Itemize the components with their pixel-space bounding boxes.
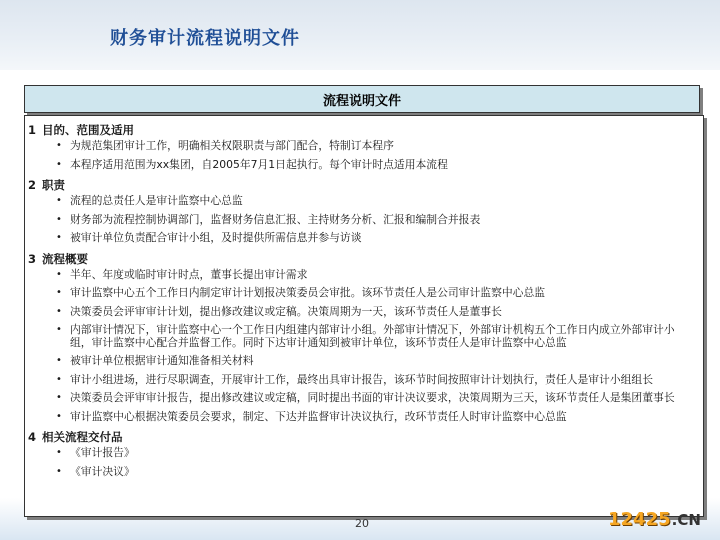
list-item <box>28 374 703 387</box>
section-title: 相关流程交付品 <box>42 430 123 444</box>
list-item-text: 半年、年度或临时审计时点，董事长提出审计需求 <box>70 267 308 281</box>
bullet-icon: • <box>56 140 62 151</box>
site-watermark-logo <box>608 509 712 531</box>
list-item <box>28 355 703 368</box>
list-item-text: 审计监察中心五个工作日内制定审计计划报决策委员会审批。该环节责任人是公司审计监察中心总监 <box>70 286 546 299</box>
document-header-title: 流程说明文件 <box>322 93 401 109</box>
list-item <box>28 214 703 227</box>
list-item-text: 本程序适用范围为xx集团，自2005年7月1日起执行。每个审计时点适用本流程 <box>70 157 448 171</box>
list-item-text: 决策委员会评审审计报告，提出修改建议或定稿，同时提出书面的审计决议要求，决策周期为三天，该环节责任人是集团董事长 <box>70 391 675 404</box>
watermark-suffix: .CN <box>671 511 701 529</box>
list-item-text: 《审计决议》 <box>70 464 135 478</box>
bullet-icon: • <box>56 373 62 385</box>
list-item <box>28 159 703 172</box>
section-number: 4 <box>28 430 37 444</box>
list-item <box>28 466 703 479</box>
list-item-text: 决策委员会评审审计计划，提出修改建议或定稿。决策周期为一天，该环节责任人是董事长 <box>70 304 502 318</box>
list-item-text: 《审计报告》 <box>70 446 135 459</box>
section-heading <box>28 251 703 267</box>
bullet-icon: • <box>56 213 62 225</box>
bullet-icon: • <box>56 324 62 335</box>
list-item <box>28 287 703 300</box>
content-list <box>25 116 703 478</box>
content-box <box>24 115 704 517</box>
list-item-text: 财务部为流程控制协调部门，监督财务信息汇报、主持财务分析、汇报和编制合并报表 <box>70 212 481 226</box>
bullet-icon: • <box>56 195 62 206</box>
list-item <box>28 306 703 319</box>
list-item-text: 被审计单位根据审计通知准备相关材料 <box>70 354 254 367</box>
section-heading <box>28 177 703 193</box>
section-number: 1 <box>28 123 37 137</box>
list-item <box>28 324 703 349</box>
bullet-icon: • <box>56 392 62 403</box>
watermark-main: 12425 <box>608 509 671 530</box>
bullet-icon: • <box>56 232 62 243</box>
list-item-text: 流程的总责任人是审计监察中心总监 <box>70 194 243 207</box>
section-number: 3 <box>28 251 37 266</box>
list-item-text: 为规范集团审计工作，明确相关权限职责与部门配合，特制订本程序 <box>70 139 394 152</box>
list-item <box>28 392 703 405</box>
document-header-box <box>24 85 700 113</box>
bullet-icon: • <box>56 268 62 280</box>
section-heading <box>28 429 703 445</box>
bullet-icon: • <box>56 158 62 170</box>
list-item <box>28 140 703 153</box>
section-title: 流程概要 <box>42 251 88 266</box>
bullet-icon: • <box>56 410 62 422</box>
list-item <box>28 269 703 282</box>
list-item <box>28 232 703 245</box>
list-item <box>28 411 703 424</box>
slide-title: 财务审计流程说明文件 <box>110 28 300 49</box>
bullet-icon: • <box>56 355 62 366</box>
section-heading <box>28 122 703 138</box>
title-band <box>0 0 720 70</box>
section-number: 2 <box>28 178 37 192</box>
list-item-text: 审计监察中心根据决策委员会要求，制定、下达并监督审计决议执行，改环节责任人时审计监察中心总监 <box>70 409 567 423</box>
section-title: 目的、范围及适用 <box>42 123 134 137</box>
page-number: 20 <box>355 517 369 530</box>
bullet-icon: • <box>56 305 62 317</box>
list-item-text: 内部审计情况下，审计监察中心一个工作日内组建内部审计小组。外部审计情况下，外部审计机构五个工作日内成立外部审计小组，审计监察中心配合并监督工作。同时下达审计通知到被审计单位，该环节责任人是审计监察中心总监 <box>70 323 675 349</box>
list-item <box>28 447 703 460</box>
bullet-icon: • <box>56 465 62 477</box>
bullet-icon: • <box>56 447 62 458</box>
list-item <box>28 195 703 208</box>
section-title: 职责 <box>42 178 65 192</box>
bullet-icon: • <box>56 287 62 298</box>
list-item-text: 审计小组进场，进行尽职调查，开展审计工作，最终出具审计报告，该环节时间按照审计计划执行，责任人是审计小组组长 <box>70 372 654 386</box>
list-item-text: 被审计单位负责配合审计小组，及时提供所需信息并参与访谈 <box>70 231 362 244</box>
